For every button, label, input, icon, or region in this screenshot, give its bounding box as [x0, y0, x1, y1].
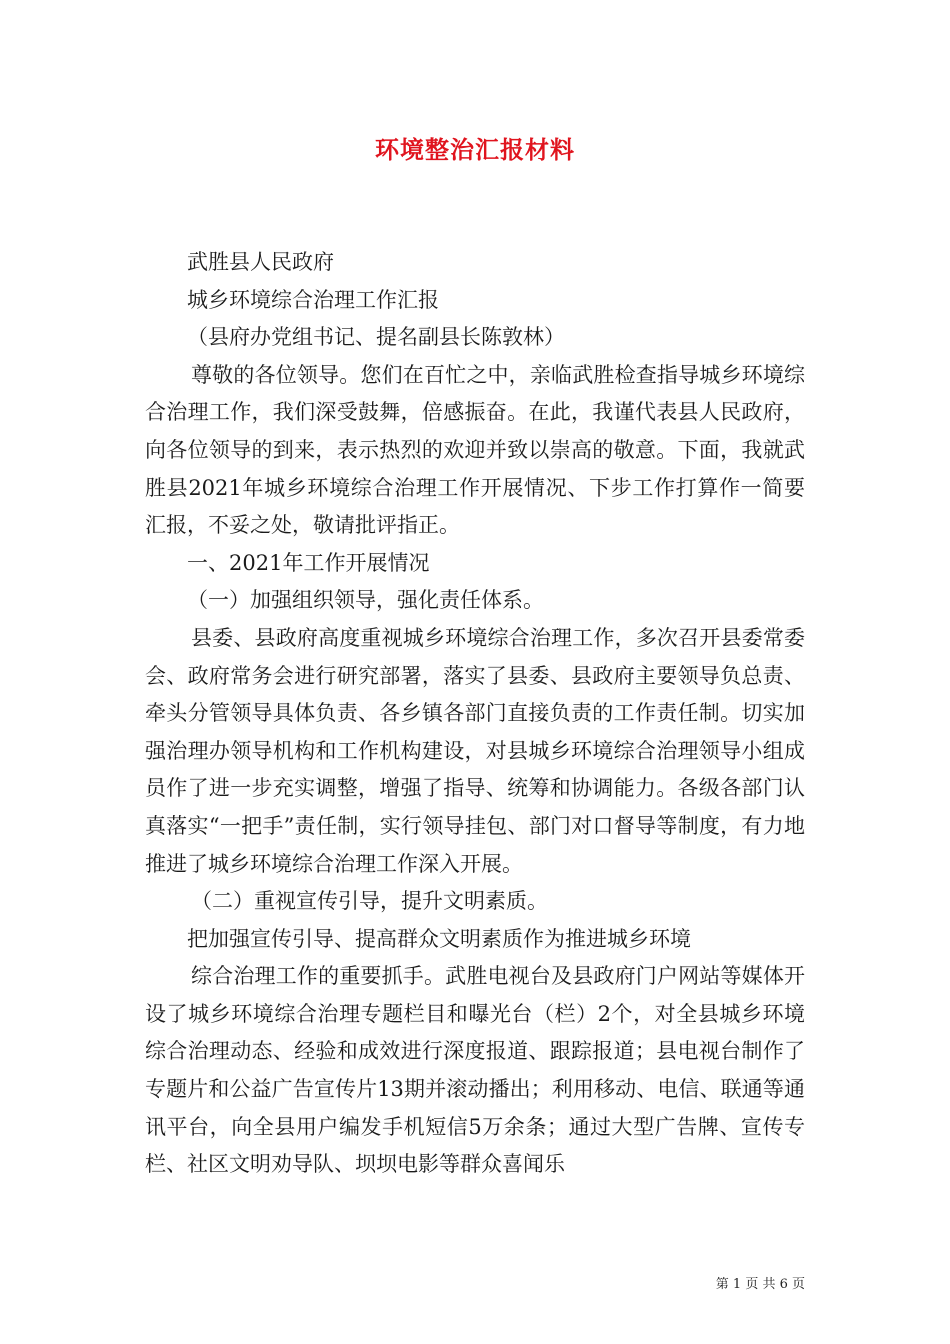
- page-number: 第 1 页 共 6 页: [715, 1277, 805, 1292]
- paragraph-speaker: （县府办党组书记、提名副县长陈敦林）: [187, 325, 565, 350]
- paragraph-issuer: 武胜县人民政府: [187, 250, 334, 274]
- subsection-heading-2: （二）重视宣传引导，提升文明素质。: [191, 889, 548, 914]
- paragraph-greeting: 尊敬的各位领导。您们在百忙之中，亲临武胜检查指导城乡环境综合治理工作，我们深受鼓舞，倍感振奋。在此，我谨代表县人民政府，向各位领导的到来，表示热烈的欢迎并致以崇高的敬意。下面，我就武胜县2021年城乡环境综合治理工作开展情况、下步工作打算作一简要汇报，不妥之处，敬请批评指正。: [145, 362, 805, 538]
- paragraph-organization: 县委、县政府高度重视城乡环境综合治理工作，多次召开县委常委会、政府常务会进行研究部署，落实了县委、县政府主要领导负总责、牵头分管领导具体负责、各乡镇各部门直接负责的工作责任制。切实加强治理办领导机构和工作机构建设，对县城乡环境综合治理领导小组成员作了进一步充实调整，增强了指导、统筹和协调能力。各级各部门认真落实“一把手”责任制，实行领导挂包、部门对口督导等制度，有力地推进了城乡环境综合治理工作深入开展。: [145, 625, 805, 876]
- subsection-heading-1: （一）加强组织领导，强化责任体系。: [187, 588, 544, 613]
- document-title: 环境整治汇报材料: [375, 135, 575, 164]
- paragraph-report-title: 城乡环境综合治理工作汇报: [187, 287, 439, 312]
- document-body: [145, 244, 805, 1184]
- paragraph-publicity-lead: 把加强宣传引导、提高群众文明素质作为推进城乡环境: [187, 926, 691, 951]
- section-heading-1: 一、2021年工作开展情况: [187, 550, 430, 575]
- paragraph-publicity: 综合治理工作的重要抓手。武胜电视台及县政府门户网站等媒体开设了城乡环境综合治理专题栏目和曝光台（栏）2个，对全县城乡环境综合治理动态、经验和成效进行深度报道、跟踪报道；县电视台制作了专题片和公益广告宣传片13期并滚动播出；利用移动、电信、联通等通讯平台，向全县用户编发手机短信5万余条；通过大型广告牌、宣传专栏、社区文明劝导队、坝坝电影等群众喜闻乐: [145, 964, 805, 1177]
